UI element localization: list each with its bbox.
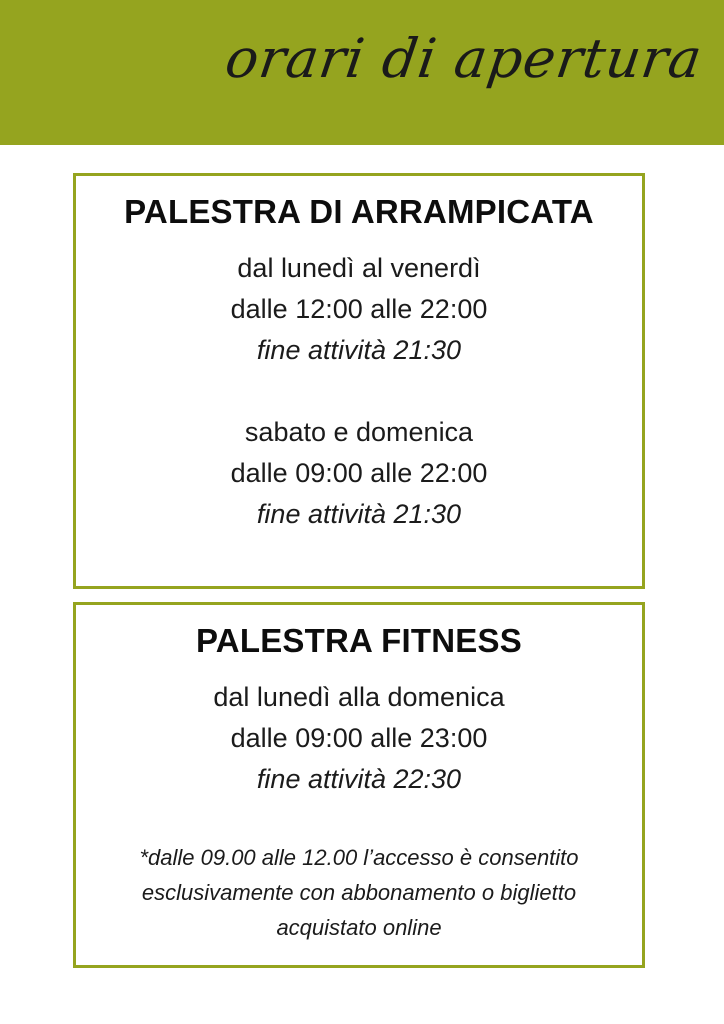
fitness-week-schedule [76,677,642,800]
climbing-weekday-days: dal lunedì al venerdì [237,253,481,283]
page-title: orari di apertura [221,27,707,90]
climbing-weekend-days: sabato e domenica [244,417,474,447]
fitness-week-hours: dalle 09:00 alle 23:00 [230,723,488,753]
climbing-gym-title: PALESTRA DI ARRAMPICATA [124,193,594,230]
fitness-access-note [76,840,642,945]
climbing-weekend-end: fine attività 21:30 [256,499,462,529]
fitness-gym-box [73,602,645,968]
climbing-weekday-end: fine attività 21:30 [256,335,462,365]
fitness-week-days: dal lunedì alla domenica [213,682,505,712]
climbing-gym-box [73,173,645,589]
fitness-note-line-1: *dalle 09.00 alle 12.00 l’accesso è consentito [139,845,579,870]
fitness-note-line-3: acquistato online [276,915,442,940]
fitness-gym-title: PALESTRA FITNESS [196,622,522,659]
climbing-weekday-schedule [76,248,642,371]
climbing-weekend-schedule [76,412,642,535]
climbing-weekend-hours: dalle 09:00 alle 22:00 [230,458,488,488]
fitness-week-end: fine attività 22:30 [256,764,462,794]
fitness-note-line-2: esclusivamente con abbonamento o biglietto [141,880,577,905]
header-band [0,0,724,145]
climbing-weekday-hours: dalle 12:00 alle 22:00 [230,294,488,324]
